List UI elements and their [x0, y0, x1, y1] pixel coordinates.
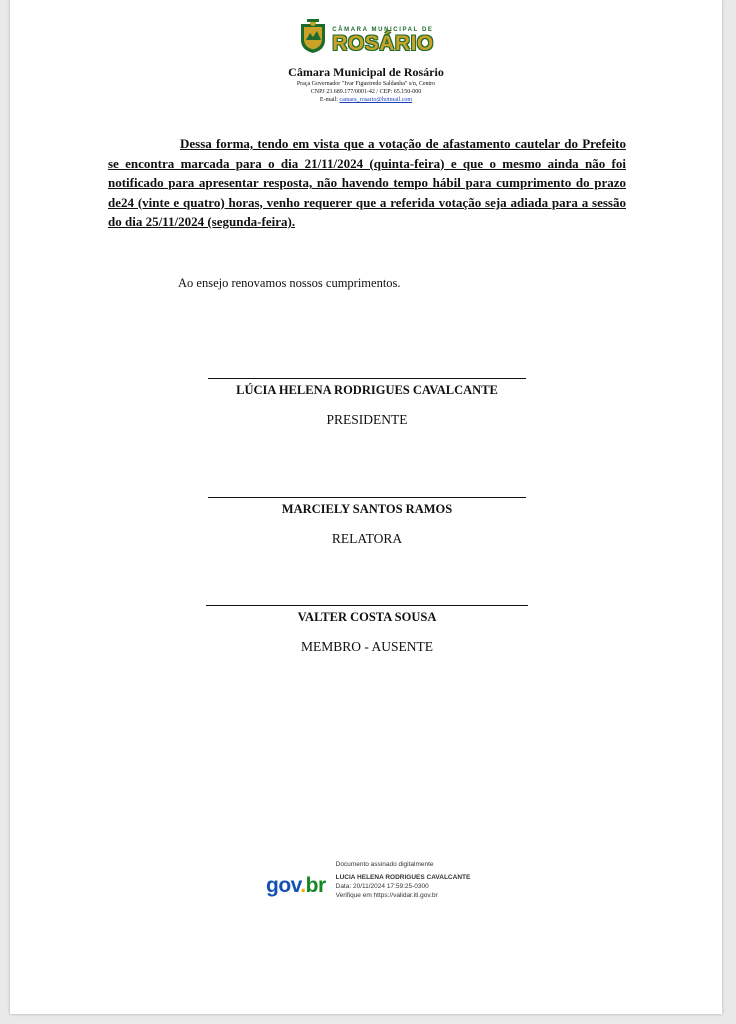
signature-line — [208, 497, 526, 498]
request-paragraph — [108, 134, 626, 232]
signatory-role: PRESIDENTE — [326, 412, 408, 427]
email-line — [10, 96, 722, 104]
coat-of-arms-icon — [298, 18, 328, 54]
closing-greeting: Ao ensejo renovamos nossos cumprimentos. — [178, 276, 401, 290]
signature-block-relator — [208, 497, 526, 547]
org-name: Câmara Municipal de Rosário — [288, 65, 444, 79]
signatory-role: MEMBRO - AUSENTE — [300, 639, 433, 654]
signature-line — [206, 605, 528, 606]
signatory-name: LÚCIA HELENA RODRIGUES CAVALCANTE — [236, 383, 498, 397]
govbr-digital-signature — [266, 860, 470, 900]
signature-title: Documento assinado digitalmente — [335, 861, 434, 868]
logo-wordmark: ROSÁRIO — [332, 32, 434, 55]
request-paragraph-text: Dessa forma, tendo em vista que a votação de afastamento cautelar do Prefeito se encontra marcada para o dia 21/11/2024 (quinta-feira) e que o mesmo ainda não foi notificado para apresentar resposta, não havendo tempo hábil para cumprimento do prazo de24 (vinte e quatro) horas, venho requerer que a referida votação seja adiada para a sessão do dia 25/11/2024 (segunda-feira). — [108, 136, 626, 229]
email-link[interactable]: camara_rosario@hotmail.com — [339, 97, 413, 103]
address-line-2: CNPJ 23.689.177/0001-42 / CEP: 65.150-000 — [310, 89, 422, 95]
signatory-name: MARCIELY SANTOS RAMOS — [281, 502, 453, 516]
signature-line — [208, 378, 526, 379]
email-label: E-mail: — [319, 97, 338, 103]
signature-block-president — [208, 378, 526, 428]
signatory-role: RELATORA — [331, 531, 403, 546]
signature-info — [336, 860, 471, 900]
govbr-logo: gov.br — [266, 874, 326, 897]
signature-block-member — [206, 605, 528, 655]
signature-signer: LUCIA HELENA RODRIGUES CAVALCANTE — [335, 874, 471, 881]
signatory-name: VALTER COSTA SOUSA — [297, 610, 437, 624]
signature-verify: Verifique em https://validar.iti.gov.br — [335, 892, 438, 899]
address-line-1: Praça Governador "Ivar Figueiredo Saldanha" s/n, Centro — [296, 81, 436, 87]
logo-caption: CÂMARA MUNICIPAL DE — [332, 27, 434, 33]
camara-logo — [298, 14, 434, 54]
signature-date: Data: 20/11/2024 17:59:25-0300 — [335, 883, 429, 890]
letterhead — [10, 14, 722, 104]
document-page — [10, 0, 722, 1014]
